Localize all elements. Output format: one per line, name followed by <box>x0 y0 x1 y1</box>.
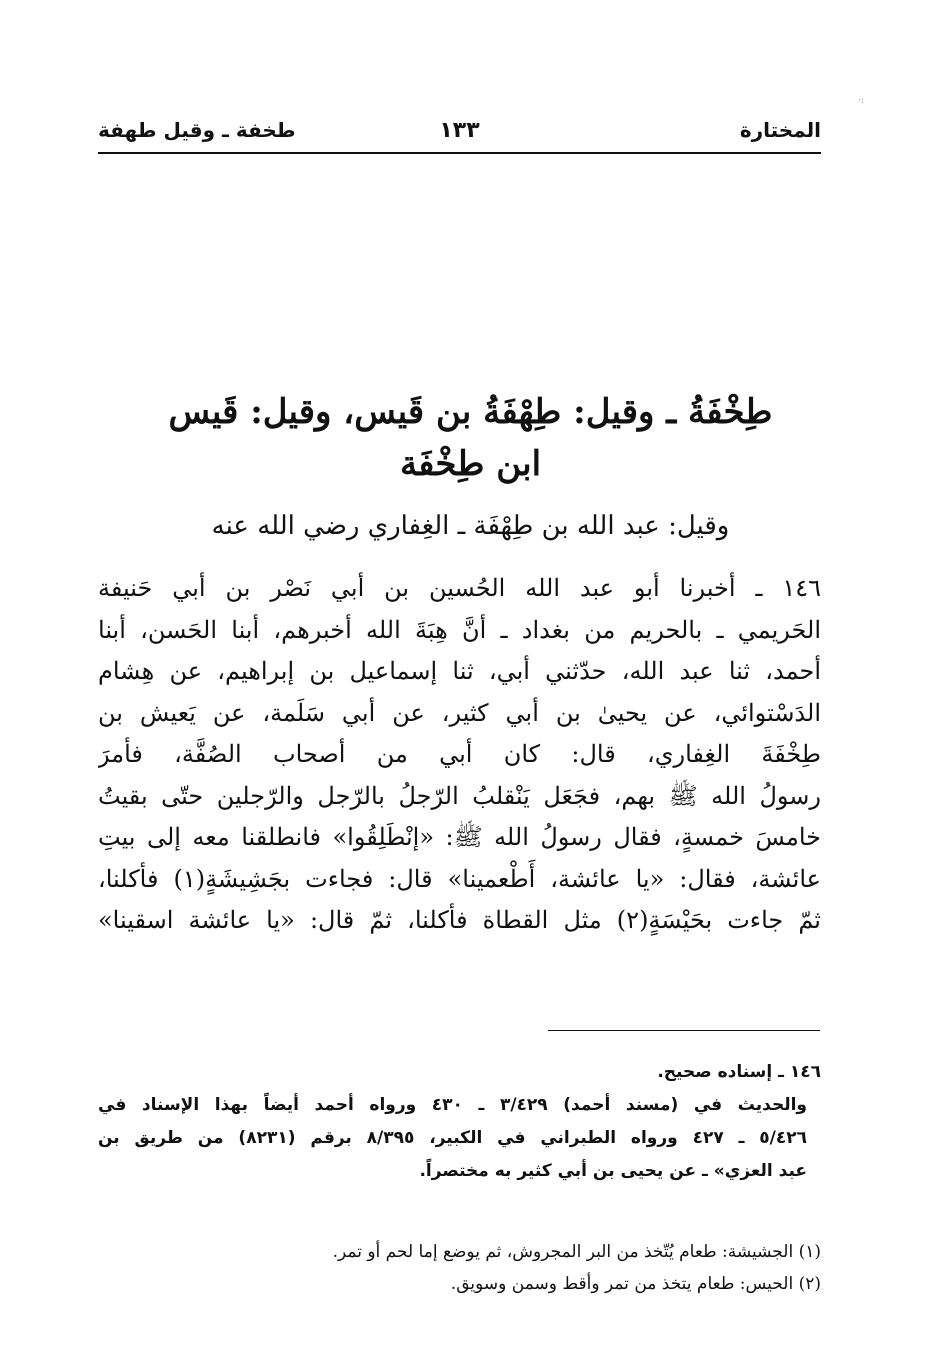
commentary-notes <box>98 1056 821 1188</box>
text-line: ثمّ جاءت بحَيْسَةٍ(٢) مثل القطاة فأكلنا، ثمّ قال: «يا عائشة اسقينا» <box>98 906 821 934</box>
chapter-title-line-1: طِخْفَةُ ـ وقيل: طِهْفَةُ بن قَيس، وقيل: قَيس <box>168 392 773 432</box>
footnotes <box>200 1236 821 1300</box>
note-line: ١٤٦ ـ إسناده صحيح. <box>657 1062 821 1082</box>
footnote-2: (٢) الحيس: طعام يتخذ من تمر وأقط وسمن وسويق. <box>450 1274 821 1294</box>
book-title: المختارة <box>739 118 821 142</box>
hadith-text <box>98 568 821 942</box>
text-line: الدَسْتوائي، عن يحيىٰ بن أبي كثير، عن أبي سَلَمة، عن يَعيش بن <box>98 698 821 727</box>
text-line: ١٤٦ ـ أخبرنا أبو عبد الله الحُسين بن أبي نَصْر بن أبي حَنيفة <box>98 574 821 602</box>
running-title: طخفة ـ وقيل طهفة <box>98 118 296 142</box>
text-line: الحَريمي ـ بالحريم من بغداد ـ أنَّ هِبَةَ الله أخبرهم، أبنا الحَسن، أبنا <box>98 615 821 644</box>
text-line: رسولُ الله ﷺ بهم، فجَعَل يَنْقلبُ الرّجلُ بالرّجل والرّجلين حتّى بقيتُ <box>98 781 821 810</box>
text-line: عائشة، فقال: «يا عائشة، أَطْعمينا» قال: فجاءت بجَشِيشَةٍ(١) فأكلنا، <box>98 864 821 893</box>
notes-divider <box>548 1030 820 1031</box>
page-number: ١٣٣ <box>439 118 480 143</box>
text-line: خامسَ خمسةٍ، فقال رسولُ الله ﷺ: «إنْطَلِقُوا» فانطلقنا معه إلى بيتِ <box>98 823 821 851</box>
text-line: أحمد، ثنا عبد الله، حدّثني أبي، ثنا إسماعيل بن إبراهيم، عن هِشام <box>98 657 821 685</box>
note-line: ٥/٤٢٦ ـ ٤٢٧ ورواه الطبراني في الكبير، ٨/٣٩٥ برقم (٨٢٣١) من طريق بن <box>98 1128 808 1148</box>
header-rule <box>98 152 821 154</box>
running-header <box>98 112 821 152</box>
scan-speck: ·: <box>858 96 864 106</box>
text-line: طِخْفَةَ الغِفاري، قال: كان أبي من أصحاب الصُفَّة، فأمرَ <box>98 740 821 768</box>
note-line: عبد العزي» ـ عن يحيى بن أبي كثير به مختصراً. <box>419 1161 807 1181</box>
chapter-title <box>120 386 821 490</box>
footnote-1: (١) الجشيشة: طعام يُتّخذ من البر المجروش، ثم يوضع إما لحم أو تمر. <box>332 1242 821 1262</box>
chapter-title-line-2: ابن طِخْفَة <box>399 444 542 484</box>
chapter-subtitle: وقيل: عبد الله بن طِهْفَة ـ الغِفاري رضي الله عنه <box>211 511 730 541</box>
note-line: والحديث في (مسند أحمد) ٣/٤٢٩ ـ ٤٣٠ ورواه أحمد أيضاً بهذا الإسناد في <box>98 1095 807 1115</box>
